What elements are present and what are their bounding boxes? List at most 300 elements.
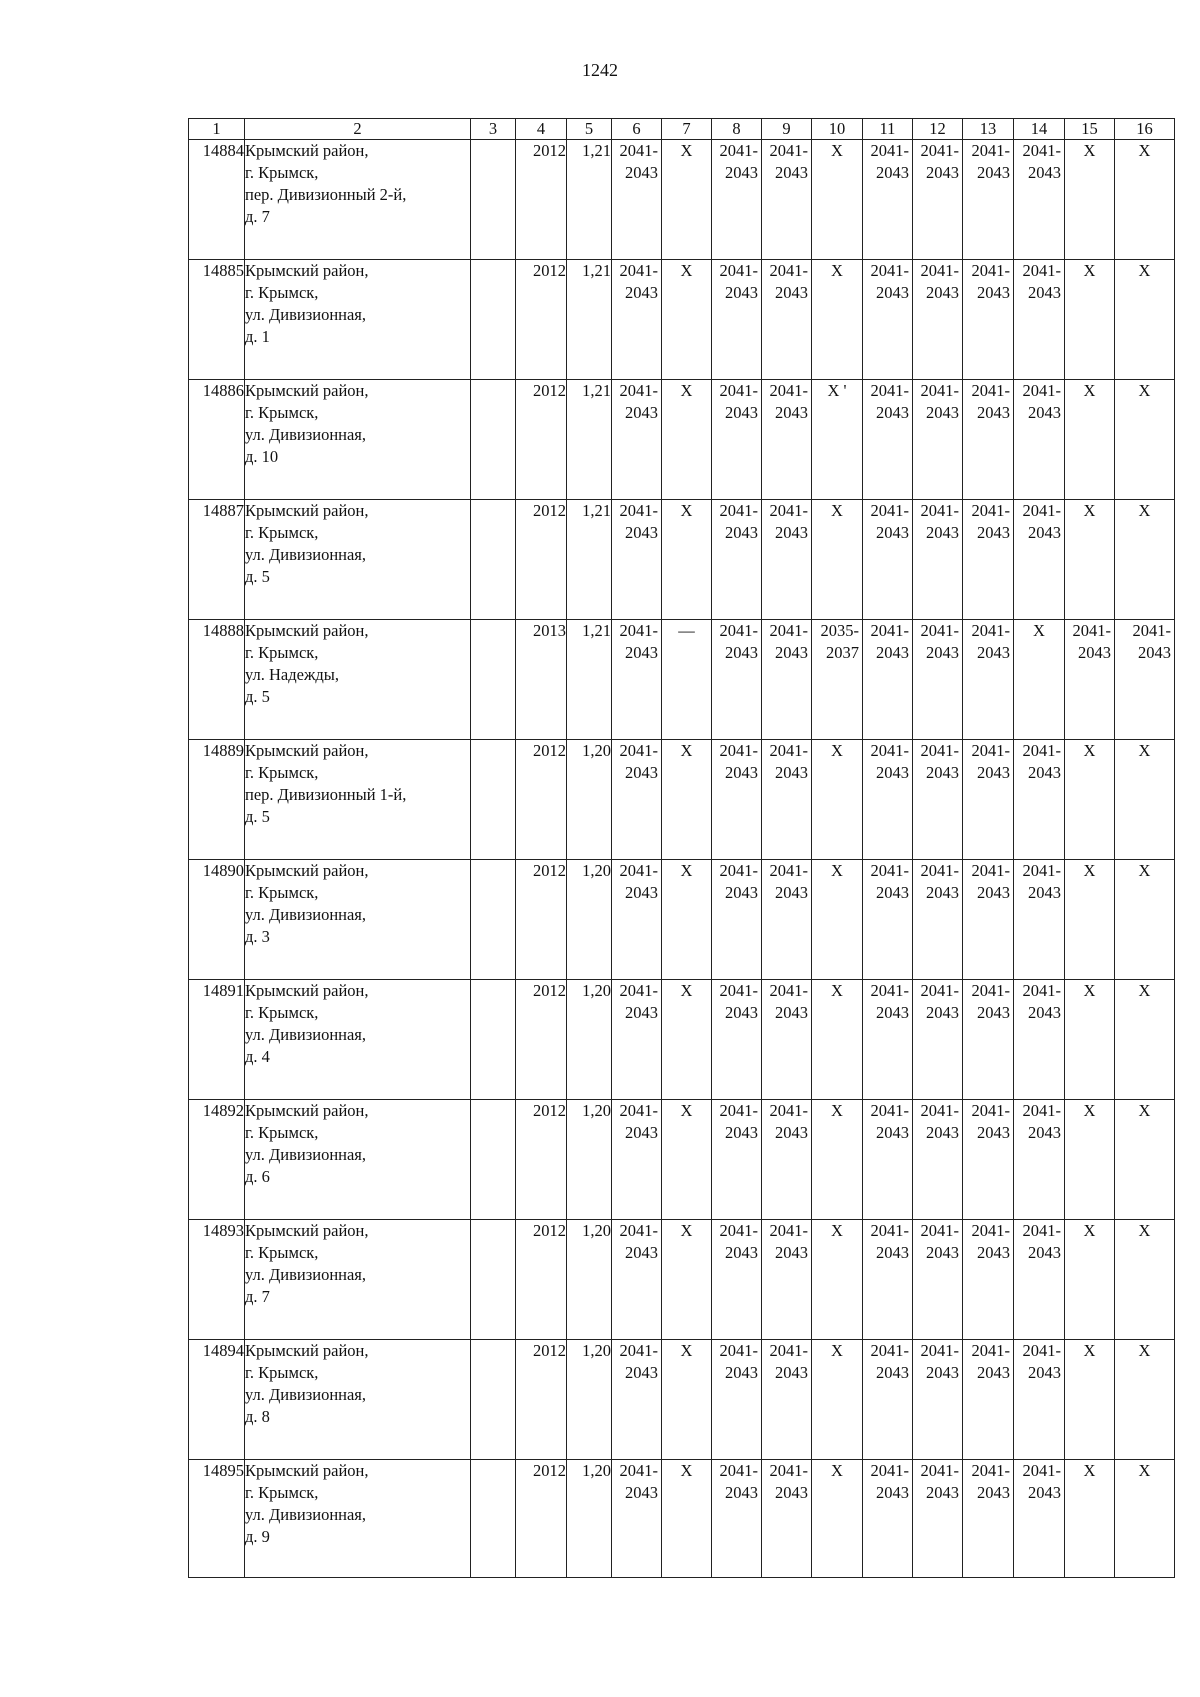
period-cell (863, 380, 913, 500)
mark-value: X (680, 981, 693, 1000)
period-value: 2041- 2043 (870, 261, 909, 302)
period-cell (1115, 260, 1175, 380)
period-cell (913, 620, 963, 740)
period-value: 2041- 2043 (1022, 1101, 1061, 1142)
coefficient-cell: 1,21 (567, 140, 612, 260)
period-cell (662, 860, 712, 980)
period-cell (1014, 500, 1065, 620)
period-cell (1115, 980, 1175, 1100)
address-line: Крымский район, (245, 621, 369, 640)
column-3-cell (471, 620, 516, 740)
mark-value: X (831, 1341, 843, 1360)
period-value: 2041- 2043 (920, 741, 959, 782)
period-value: 2041- 2043 (1022, 381, 1061, 422)
period-cell (662, 1460, 712, 1578)
mark-value: X (1138, 501, 1151, 520)
period-value: 2041- 2043 (1022, 1341, 1061, 1382)
period-cell (913, 740, 963, 860)
address-line: ул. Дивизионная, (245, 1385, 367, 1404)
address-line: ул. Дивизионная, (245, 1025, 367, 1044)
period-value: 2041- 2043 (1022, 981, 1061, 1022)
address-line: д. 3 (245, 927, 270, 946)
address-line: г. Крымск, (245, 403, 319, 422)
period-cell (913, 1220, 963, 1340)
period-value: 2041- 2043 (769, 741, 808, 782)
mark-value: X (1083, 1101, 1096, 1120)
period-cell (963, 380, 1014, 500)
mark-value: X (1138, 1461, 1151, 1480)
address-cell (245, 380, 471, 500)
period-cell (963, 620, 1014, 740)
column-3-cell (471, 1100, 516, 1220)
year-cell: 2012 (516, 980, 567, 1100)
address-line: г. Крымск, (245, 1243, 319, 1262)
period-cell (812, 1460, 863, 1578)
period-cell (662, 980, 712, 1100)
address-line: г. Крымск, (245, 523, 319, 542)
mark-value: X (1138, 1101, 1151, 1120)
period-value: 2041- 2043 (870, 501, 909, 542)
address-line: д. 5 (245, 807, 270, 826)
period-cell (612, 260, 662, 380)
period-cell (812, 1340, 863, 1460)
address-line: д. 7 (245, 1287, 270, 1306)
period-value: 2041- 2043 (769, 501, 808, 542)
year-cell: 2012 (516, 1100, 567, 1220)
period-value: 2041- 2043 (920, 981, 959, 1022)
header-row (189, 119, 1175, 140)
period-value: 2041- 2043 (1132, 621, 1171, 662)
period-value: 2041- 2043 (870, 621, 909, 662)
period-value: 2041- 2043 (619, 381, 658, 422)
period-cell (712, 860, 762, 980)
address-line: ул. Надежды, (245, 665, 339, 684)
column-header: 9 (762, 119, 812, 140)
period-cell (863, 740, 913, 860)
period-cell (863, 980, 913, 1100)
mark-value: X (1083, 501, 1096, 520)
column-3-cell (471, 860, 516, 980)
period-cell (863, 1220, 913, 1340)
period-cell (963, 980, 1014, 1100)
period-cell (1065, 140, 1115, 260)
period-value: 2041- 2043 (1072, 621, 1111, 662)
coefficient-cell: 1,21 (567, 380, 612, 500)
mark-value: X (831, 981, 843, 1000)
period-value: 2041- 2043 (920, 861, 959, 902)
address-line: Крымский район, (245, 741, 369, 760)
mark-value: X (1138, 1221, 1151, 1240)
mark-value: X (1138, 261, 1151, 280)
period-cell (662, 500, 712, 620)
address-line: ул. Дивизионная, (245, 1505, 367, 1524)
period-value: 2041- 2043 (719, 381, 758, 422)
coefficient-cell: 1,21 (567, 260, 612, 380)
address-line: г. Крымск, (245, 1123, 319, 1142)
period-cell (712, 380, 762, 500)
address-line: д. 4 (245, 1047, 270, 1066)
record-number: 14885 (189, 260, 245, 380)
table-row (189, 1460, 1175, 1578)
period-cell (762, 1100, 812, 1220)
record-number: 14891 (189, 980, 245, 1100)
table-row (189, 380, 1175, 500)
period-cell (1065, 260, 1115, 380)
table-row (189, 260, 1175, 380)
period-cell (662, 140, 712, 260)
period-cell (662, 1340, 712, 1460)
period-value: 2041- 2043 (870, 381, 909, 422)
address-line: г. Крымск, (245, 763, 319, 782)
address-line: ул. Дивизионная, (245, 1265, 367, 1284)
period-cell (913, 1340, 963, 1460)
column-3-cell (471, 1220, 516, 1340)
coefficient-cell: 1,21 (567, 500, 612, 620)
year-cell: 2012 (516, 140, 567, 260)
period-value: 2041- 2043 (719, 261, 758, 302)
period-value: 2041- 2043 (971, 981, 1010, 1022)
year-cell: 2012 (516, 260, 567, 380)
address-line: Крымский район, (245, 1221, 369, 1240)
record-number: 14893 (189, 1220, 245, 1340)
period-cell (1065, 740, 1115, 860)
mark-value: X (1083, 741, 1096, 760)
period-value: 2041- 2043 (619, 1461, 658, 1502)
address-cell (245, 1340, 471, 1460)
address-line: Крымский район, (245, 981, 369, 1000)
period-cell (812, 260, 863, 380)
period-cell (1065, 500, 1115, 620)
period-cell (662, 380, 712, 500)
record-number: 14887 (189, 500, 245, 620)
table-row (189, 980, 1175, 1100)
period-value: 2041- 2043 (870, 1461, 909, 1502)
record-number: 14890 (189, 860, 245, 980)
period-cell (812, 980, 863, 1100)
coefficient-cell: 1,21 (567, 620, 612, 740)
column-header: 11 (863, 119, 913, 140)
period-cell (662, 740, 712, 860)
period-value: 2041- 2043 (971, 261, 1010, 302)
address-line: д. 7 (245, 207, 270, 226)
period-cell (762, 620, 812, 740)
column-header: 16 (1115, 119, 1175, 140)
period-cell (913, 1460, 963, 1578)
period-value: 2041- 2043 (971, 1461, 1010, 1502)
mark-value: X (680, 1341, 693, 1360)
record-number: 14886 (189, 380, 245, 500)
period-cell (762, 1340, 812, 1460)
period-value: 2041- 2043 (1022, 501, 1061, 542)
period-cell (712, 980, 762, 1100)
column-header: 10 (812, 119, 863, 140)
column-3-cell (471, 980, 516, 1100)
period-value: 2041- 2043 (920, 1221, 959, 1262)
coefficient-cell: 1,20 (567, 1460, 612, 1578)
year-cell: 2012 (516, 860, 567, 980)
address-line: г. Крымск, (245, 163, 319, 182)
period-cell (1065, 1220, 1115, 1340)
mark-value: X (1083, 1221, 1096, 1240)
coefficient-cell: 1,20 (567, 1220, 612, 1340)
period-cell (1115, 1100, 1175, 1220)
period-value: 2041- 2043 (1022, 741, 1061, 782)
period-cell (762, 1460, 812, 1578)
period-cell (1065, 380, 1115, 500)
record-number: 14892 (189, 1100, 245, 1220)
mark-value: X (680, 861, 693, 880)
address-line: г. Крымск, (245, 283, 319, 302)
period-cell (612, 380, 662, 500)
address-line: Крымский район, (245, 861, 369, 880)
address-cell (245, 140, 471, 260)
period-value: 2041- 2043 (769, 1461, 808, 1502)
period-cell (1014, 620, 1065, 740)
period-cell (963, 1340, 1014, 1460)
mark-value: X (680, 501, 693, 520)
table-row (189, 620, 1175, 740)
period-value: 2041- 2043 (769, 861, 808, 902)
period-value: 2041- 2043 (619, 1221, 658, 1262)
period-cell (1014, 1100, 1065, 1220)
period-cell (1115, 380, 1175, 500)
period-cell (1014, 860, 1065, 980)
period-value: 2041- 2043 (769, 381, 808, 422)
mark-value: X (1083, 141, 1096, 160)
period-cell (1115, 1220, 1175, 1340)
address-cell (245, 740, 471, 860)
coefficient-cell: 1,20 (567, 1100, 612, 1220)
mark-value: X (1138, 1341, 1151, 1360)
address-cell (245, 1220, 471, 1340)
period-cell (612, 1340, 662, 1460)
period-value: 2041- 2043 (920, 261, 959, 302)
period-value: 2041- 2043 (619, 261, 658, 302)
period-value: 2041- 2043 (1022, 261, 1061, 302)
period-cell (612, 620, 662, 740)
column-header: 8 (712, 119, 762, 140)
period-value: 2041- 2043 (719, 1461, 758, 1502)
mark-value: — (678, 621, 695, 640)
table-row (189, 1100, 1175, 1220)
mark-value: X (1083, 1461, 1096, 1480)
mark-value: X (1083, 381, 1096, 400)
mark-value: X (1033, 621, 1045, 640)
period-value: 2041- 2043 (619, 501, 658, 542)
period-cell (662, 620, 712, 740)
mark-value: X (1138, 861, 1151, 880)
mark-value: X (680, 261, 693, 280)
column-header: 2 (245, 119, 471, 140)
period-cell (762, 380, 812, 500)
address-line: ул. Дивизионная, (245, 905, 367, 924)
record-number: 14889 (189, 740, 245, 860)
period-cell (762, 740, 812, 860)
column-header: 3 (471, 119, 516, 140)
period-cell (1014, 1340, 1065, 1460)
period-value: 2041- 2043 (719, 1101, 758, 1142)
mark-value: X (1138, 741, 1151, 760)
year-cell: 2012 (516, 500, 567, 620)
period-value: 2041- 2043 (971, 1101, 1010, 1142)
period-value: 2041- 2043 (1022, 1461, 1061, 1502)
mark-value: X (680, 1221, 693, 1240)
mark-value: X (680, 141, 693, 160)
period-cell (913, 260, 963, 380)
mark-value: X (831, 741, 843, 760)
period-cell (1014, 740, 1065, 860)
period-cell (812, 620, 863, 740)
coefficient-cell: 1,20 (567, 980, 612, 1100)
mark-value: X (831, 861, 843, 880)
year-cell: 2012 (516, 1340, 567, 1460)
period-value: 2041- 2043 (619, 621, 658, 662)
column-3-cell (471, 1460, 516, 1578)
period-value: 2041- 2043 (920, 1461, 959, 1502)
period-cell (913, 1100, 963, 1220)
address-line: г. Крымск, (245, 1363, 319, 1382)
table-body (189, 140, 1175, 1578)
period-value: 2041- 2043 (920, 621, 959, 662)
address-line: д. 6 (245, 1167, 270, 1186)
period-value: 2041- 2043 (719, 141, 758, 182)
table-row (189, 500, 1175, 620)
period-cell (762, 1220, 812, 1340)
period-value: 2041- 2043 (971, 141, 1010, 182)
period-value: 2041- 2043 (619, 141, 658, 182)
period-value: 2041- 2043 (619, 1101, 658, 1142)
period-cell (662, 1220, 712, 1340)
address-line: г. Крымск, (245, 1003, 319, 1022)
year-cell: 2013 (516, 620, 567, 740)
period-cell (812, 860, 863, 980)
period-cell (612, 860, 662, 980)
period-value: 2041- 2043 (719, 861, 758, 902)
address-cell (245, 980, 471, 1100)
period-cell (812, 1220, 863, 1340)
period-value: 2041- 2043 (971, 621, 1010, 662)
period-cell (712, 1220, 762, 1340)
mark-value: X (1138, 981, 1151, 1000)
period-cell (812, 740, 863, 860)
period-cell (863, 620, 913, 740)
period-value: 2041- 2043 (920, 381, 959, 422)
period-value: 2041- 2043 (619, 861, 658, 902)
period-value: 2041- 2043 (769, 981, 808, 1022)
period-value: 2041- 2043 (769, 141, 808, 182)
address-line: д. 5 (245, 567, 270, 586)
period-value: 2035- 2037 (820, 621, 859, 662)
address-line: Крымский район, (245, 501, 369, 520)
period-value: 2041- 2043 (769, 261, 808, 302)
period-cell (1065, 860, 1115, 980)
period-cell (812, 380, 863, 500)
mark-value: X (1138, 381, 1151, 400)
period-cell (662, 260, 712, 380)
period-value: 2041- 2043 (971, 381, 1010, 422)
address-line: Крымский район, (245, 1461, 369, 1480)
period-cell (1014, 980, 1065, 1100)
record-number: 14884 (189, 140, 245, 260)
period-value: 2041- 2043 (971, 1221, 1010, 1262)
period-value: 2041- 2043 (920, 501, 959, 542)
period-cell (612, 140, 662, 260)
period-value: 2041- 2043 (870, 741, 909, 782)
address-line: Крымский район, (245, 261, 369, 280)
mark-value: X (831, 141, 843, 160)
period-cell (1065, 1100, 1115, 1220)
period-cell (963, 1100, 1014, 1220)
column-header: 5 (567, 119, 612, 140)
period-cell (812, 140, 863, 260)
address-line: ул. Дивизионная, (245, 545, 367, 564)
coefficient-cell: 1,20 (567, 1340, 612, 1460)
period-cell (712, 500, 762, 620)
period-cell (612, 980, 662, 1100)
column-3-cell (471, 740, 516, 860)
period-cell (1014, 260, 1065, 380)
table-row (189, 140, 1175, 260)
period-cell (913, 140, 963, 260)
address-line: д. 5 (245, 687, 270, 706)
period-cell (712, 740, 762, 860)
period-cell (913, 380, 963, 500)
period-cell (1065, 1340, 1115, 1460)
mark-value: X (1083, 1341, 1096, 1360)
period-value: 2041- 2043 (870, 141, 909, 182)
address-line: ул. Дивизионная, (245, 305, 367, 324)
period-value: 2041- 2043 (920, 1341, 959, 1382)
period-value: 2041- 2043 (719, 621, 758, 662)
column-3-cell (471, 1340, 516, 1460)
period-cell (762, 140, 812, 260)
period-cell (963, 740, 1014, 860)
address-line: д. 1 (245, 327, 270, 346)
column-3-cell (471, 140, 516, 260)
mark-value: X (1083, 861, 1096, 880)
mark-value: X (831, 501, 843, 520)
period-cell (1115, 500, 1175, 620)
period-cell (863, 1100, 913, 1220)
period-value: 2041- 2043 (1022, 141, 1061, 182)
period-value: 2041- 2043 (870, 1341, 909, 1382)
period-cell (712, 1460, 762, 1578)
mark-value: X ' (827, 381, 847, 400)
column-3-cell (471, 380, 516, 500)
table-row (189, 860, 1175, 980)
period-value: 2041- 2043 (719, 741, 758, 782)
column-header: 7 (662, 119, 712, 140)
period-cell (1115, 1460, 1175, 1578)
address-cell (245, 1460, 471, 1578)
address-cell (245, 260, 471, 380)
column-3-cell (471, 260, 516, 380)
period-value: 2041- 2043 (870, 1101, 909, 1142)
period-cell (712, 620, 762, 740)
period-value: 2041- 2043 (619, 741, 658, 782)
period-cell (913, 500, 963, 620)
period-cell (812, 500, 863, 620)
period-cell (863, 860, 913, 980)
period-value: 2041- 2043 (769, 621, 808, 662)
period-cell (712, 260, 762, 380)
period-cell (762, 260, 812, 380)
period-cell (963, 260, 1014, 380)
period-cell (762, 500, 812, 620)
period-cell (1115, 620, 1175, 740)
period-cell (612, 500, 662, 620)
period-value: 2041- 2043 (719, 1221, 758, 1262)
